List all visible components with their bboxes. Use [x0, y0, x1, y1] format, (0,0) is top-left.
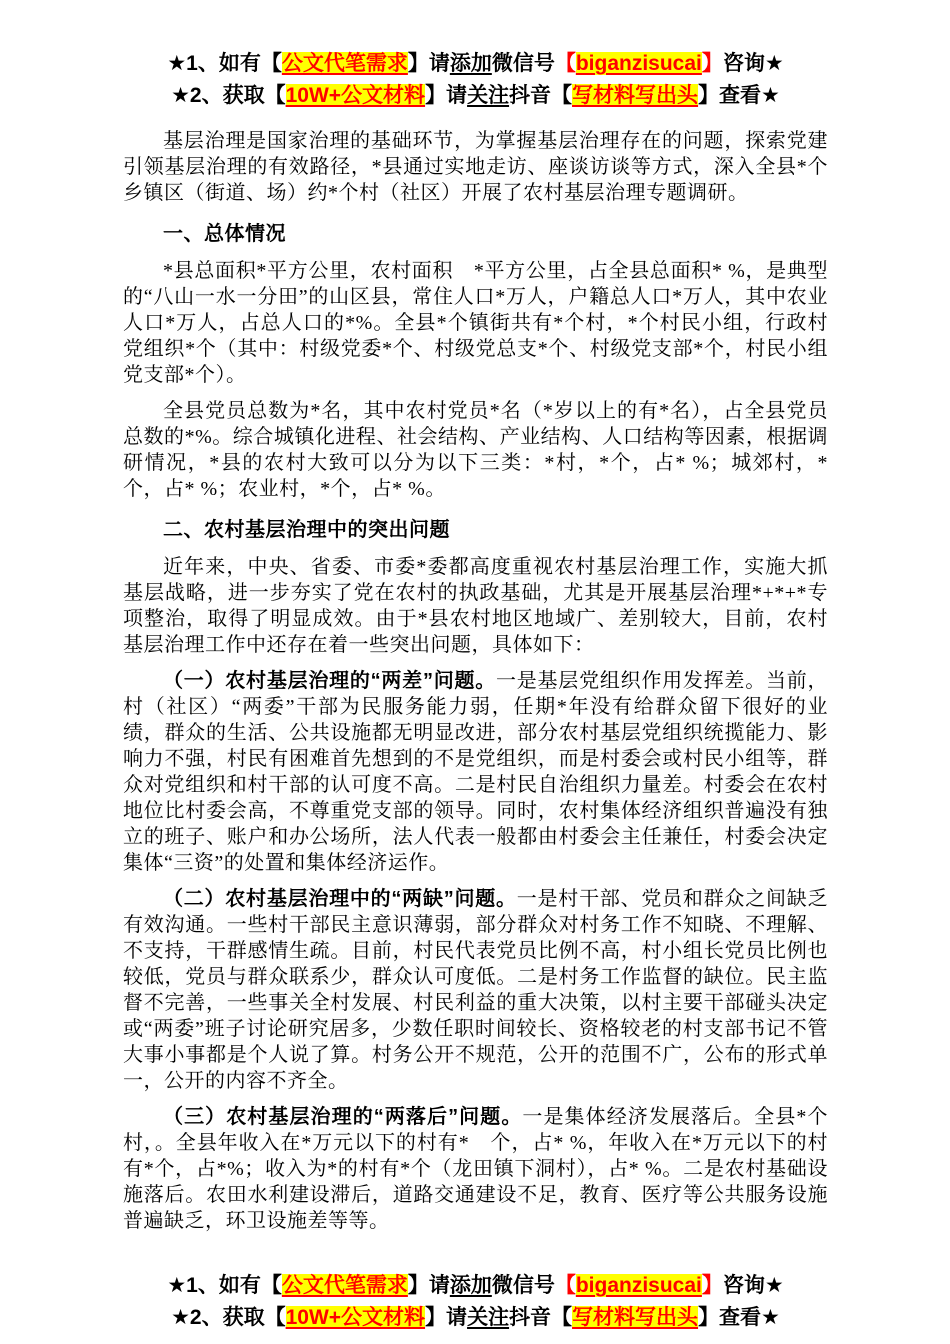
- promo-footer-line-1: [123, 1270, 828, 1302]
- promo-segment: 抖音【: [509, 1306, 573, 1329]
- promo-segment: 】查看★: [698, 84, 780, 107]
- promo-segment: 10W+公文材料: [285, 1306, 426, 1329]
- promo-segment: 10W+公文材料: [285, 84, 426, 107]
- promo-segment: biganzisucai: [575, 52, 702, 75]
- promo-header-line-1: [123, 48, 828, 80]
- paragraph: （三）农村基层治理的“两落后”问题。一是集体经济发展落后。全县*个村，。全县年收入在*万元以下的村有* 个，占* %，年收入在*万元以下的村有*个，占*%；收入为*的村有*个（龙田镇下洞村），占* %。二是农村基础设施落后。农田水利建设滞后，道路交通建设不足，教育、医疗等公共服务设施普遍缺乏，环卫设施差等等。: [123, 1106, 828, 1232]
- promo-segment: 公文代笔需求: [281, 1274, 408, 1297]
- section-heading: 一、总体情况: [163, 223, 286, 245]
- paragraph: 全县党员总数为*名，其中农村党员*名（*岁以上的有*名），占全县党员总数的*%。综合城镇化进程、社会结构、产业结构、人口结构等因素，根据调研情况，*县的农村大致可以分为以下三类：*村，*个，占* %；城郊村，*个，占* %；农业村，*个，占* %。: [123, 400, 828, 500]
- promo-segment: ★1、如有【: [167, 1274, 282, 1297]
- promo-header: [123, 48, 828, 112]
- promo-segment: biganzisucai: [575, 1274, 702, 1297]
- promo-segment: 】请: [425, 84, 468, 107]
- paragraph-lead: （一）农村基层治理的“两差”问题。: [163, 670, 497, 692]
- document-body: [123, 118, 828, 1244]
- promo-segment: 公文代笔需求: [281, 52, 408, 75]
- paragraph: 近年来，中央、省委、市委*委都高度重视农村基层治理工作，实施大抓基层战略，进一步夯实了党在农村的执政基础，尤其是开展基层治理*+*+*专项整治，取得了明显成效。由于*县农村地区地域广、差别较大，目前，农村基层治理工作中还存在着一些突出问题，具体如下：: [123, 556, 828, 656]
- paragraph: （一）农村基层治理的“两差”问题。一是基层党组织作用发挥差。当前，村（社区）“两委”干部为民服务能力弱，任期*年没有给群众留下很好的业绩，群众的生活、公共设施都无明显改进，部分农村基层党组织统揽能力、影响力不强，村民有困难首先想到的不是党组织，而是村委会或村民小组等，群众对党组织和村干部的认可度不高。二是村民自治组织力量差。村委会在农村地位比村委会高，不尊重党支部的领导。同时，农村集体经济组织普遍没有独立的班子、账户和办公场所，法人代表一般都由村委会主任兼任，村委会决定集体“三资”的处置和集体经济运作。: [123, 670, 828, 874]
- promo-segment: 微信号: [491, 52, 555, 75]
- promo-segment: 咨询★: [722, 1274, 784, 1297]
- promo-segment: ★2、获取【: [171, 84, 286, 107]
- paragraph: 基层治理是国家治理的基础环节，为掌握基层治理存在的问题，探索党建引领基层治理的有效路径，*县通过实地走访、座谈访谈等方式，深入全县*个乡镇区（街道、场）约*个村（社区）开展了农村基层治理专题调研。: [123, 130, 828, 204]
- promo-segment: ★1、如有【: [167, 52, 282, 75]
- paragraph: *县总面积*平方公里，农村面积 *平方公里，占全县总面积* %，是典型的“八山一水一分田”的山区县，常住人口*万人，户籍总人口*万人，其中农业人口*万人，占总人口的*%。全县*个镇街共有*个村，*个村民小组，行政村党组织*个（其中：村级党委*个、村级党总支*个、村级党支部*个，村民小组党支部*个）。: [123, 260, 828, 386]
- promo-footer: [123, 1270, 828, 1334]
- promo-segment: 】: [701, 52, 723, 75]
- promo-segment: 咨询★: [722, 52, 784, 75]
- promo-segment: 】请: [407, 1274, 450, 1297]
- paragraph-lead: （二）农村基层治理中的“两缺”问题。: [163, 888, 517, 910]
- section-heading: 二、农村基层治理中的突出问题: [163, 519, 450, 541]
- promo-segment: 添加: [449, 1274, 492, 1297]
- promo-footer-line-2: [123, 1302, 828, 1334]
- promo-segment: 写材料写出头: [572, 84, 699, 107]
- promo-segment: 写材料写出头: [572, 1306, 699, 1329]
- paragraph: （二）农村基层治理中的“两缺”问题。一是村干部、党员和群众之间缺乏有效沟通。一些村干部民主意识薄弱，部分群众对村务工作不知晓、不理解、不支持，干群感情生疏。目前，村民代表党员比例不高，村小组长党员比例也较低，党员与群众联系少，群众认可度低。二是村务工作监督的缺位。民主监督不完善，一些事关全村发展、村民利益的重大决策，以村主要干部碰头决定或“两委”班子讨论研究居多，少数任职时间较长、资格较老的村支部书记不管大事小事都是个人说了算。村务公开不规范，公开的范围不广，公布的形式单一，公开的内容不齐全。: [123, 888, 828, 1092]
- promo-segment: 】请: [425, 1306, 468, 1329]
- promo-segment: 微信号: [491, 1274, 555, 1297]
- promo-segment: 【: [554, 52, 576, 75]
- promo-segment: 【: [554, 1274, 576, 1297]
- promo-segment: 关注: [467, 84, 510, 107]
- promo-segment: 抖音【: [509, 84, 573, 107]
- promo-segment: ★2、获取【: [171, 1306, 286, 1329]
- promo-segment: 关注: [467, 1306, 510, 1329]
- promo-segment: 】: [701, 1274, 723, 1297]
- promo-segment: 添加: [449, 52, 492, 75]
- promo-segment: 】请: [407, 52, 450, 75]
- promo-segment: 】查看★: [698, 1306, 780, 1329]
- paragraph-lead: （三）农村基层治理的“两落后”问题。: [163, 1106, 523, 1128]
- promo-header-line-2: [123, 80, 828, 112]
